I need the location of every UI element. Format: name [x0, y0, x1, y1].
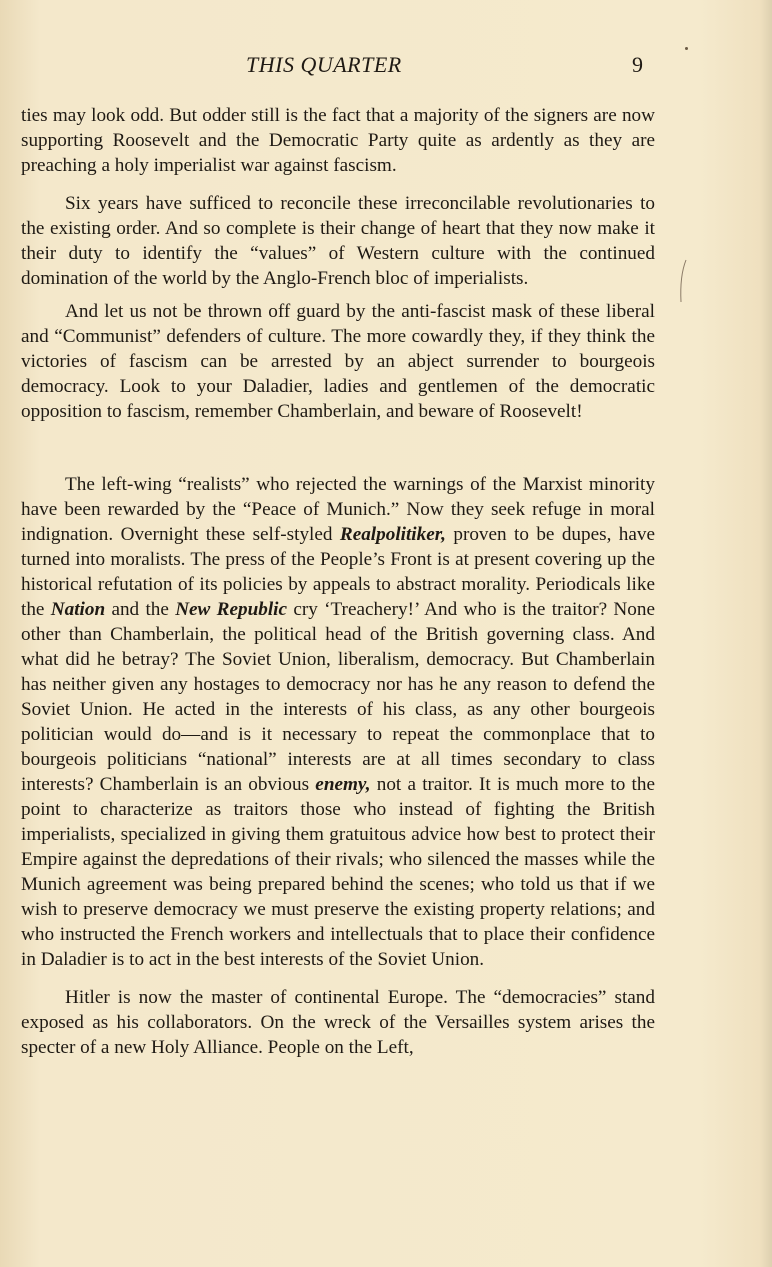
paragraph-4-text-e: not a traitor. It is much more to the point to characterize as traitors those who instead of fighting the British imperialists, specialized in giving them gratuitous advice how best to protect their Empire against the depredations of their rivals; who silenced the masses while the Munich agreement was being prepared behind the scenes; who told us that if we wish to preserve democracy we must preserve the existing property relations; and who instructed the French workers and intellectuals that to place their confidence in Daladier is to act in the best interests of the Soviet Union.	[21, 774, 656, 970]
term-enemy: enemy,	[315, 774, 371, 795]
paragraph-4-text-a: The left-wing “realists” who rejected the warnings of the Marxist minority have been rewarded by the “Peace of Munich.” Now they seek refuge in moral indignation. Overnight these self-styled	[21, 474, 655, 545]
term-realpolitiker: Realpolitiker,	[339, 524, 446, 545]
paragraph-4-text-c: and the	[105, 599, 176, 620]
paragraph-2	[21, 191, 655, 291]
paragraph-3	[21, 299, 655, 424]
periodical-nation: Nation	[50, 599, 106, 620]
paragraph-4-text-b: proven to be dupes, have turned into moralists. The press of the People’s Front is at present covering up the historical refutation of its policies by appeals to abstract morality. Periodicals like the	[21, 524, 655, 620]
paragraph-4	[21, 472, 655, 972]
paragraph-1-text: ties may look odd. But odder still is the fact that a majority of the signers are now supporting Roosevelt and the Democratic Party quite as ardently as they are preaching a holy imperialist war against fascism.	[21, 105, 655, 176]
paragraph-3-text: And let us not be thrown off guard by the anti-fascist mask of these liberal and “Communist” defenders of culture. The more cowardly they, if they think the victories of fascism can be arrested by an abject surrender to bourgeois democracy. Look to your Daladier, ladies and gentlemen of the democratic opposition to fascism, remember Chamberlain, and beware of Roosevelt!	[21, 301, 655, 422]
paragraph-2-text: Six years have sufficed to reconcile these irreconcilable revolutionaries to the existing order. And so complete is their change of heart that they now make it their duty to identify the “values” of Western culture with the continued domination of the world by the Anglo-French bloc of imperialists.	[21, 193, 655, 289]
ink-speck	[685, 47, 688, 50]
paragraph-4-text-d: cry ‘Treachery!’ And who is the traitor? None other than Chamberlain, the political head of the British governing class. And what did he betray? The Soviet Union, liberalism, democracy. But Chamberlain has neither given any hostages to democracy nor has he any reason to defend the Soviet Union. He acted in the interests of his class, as any other bourgeois politician would do—and is it necessary to repeat the commonplace that to bourgeois politicians “national” interests are at all times secondary to class interests? Chamberlain is an obvious	[21, 599, 655, 795]
running-title: THIS QUARTER	[246, 52, 402, 77]
paragraph-1	[21, 103, 655, 178]
paragraph-5	[21, 985, 655, 1060]
running-header	[0, 52, 772, 84]
periodical-new-republic: New Republic	[175, 599, 288, 620]
body-text	[21, 103, 655, 1060]
paragraph-5-text: Hitler is now the master of continental Europe. The “democracies” stand exposed as his collaborators. On the wreck of the Versailles system arises the specter of a new Holy Alliance. People on the Left,	[21, 987, 655, 1058]
page-number: 9	[632, 52, 643, 77]
pencil-mark-icon	[676, 258, 690, 304]
